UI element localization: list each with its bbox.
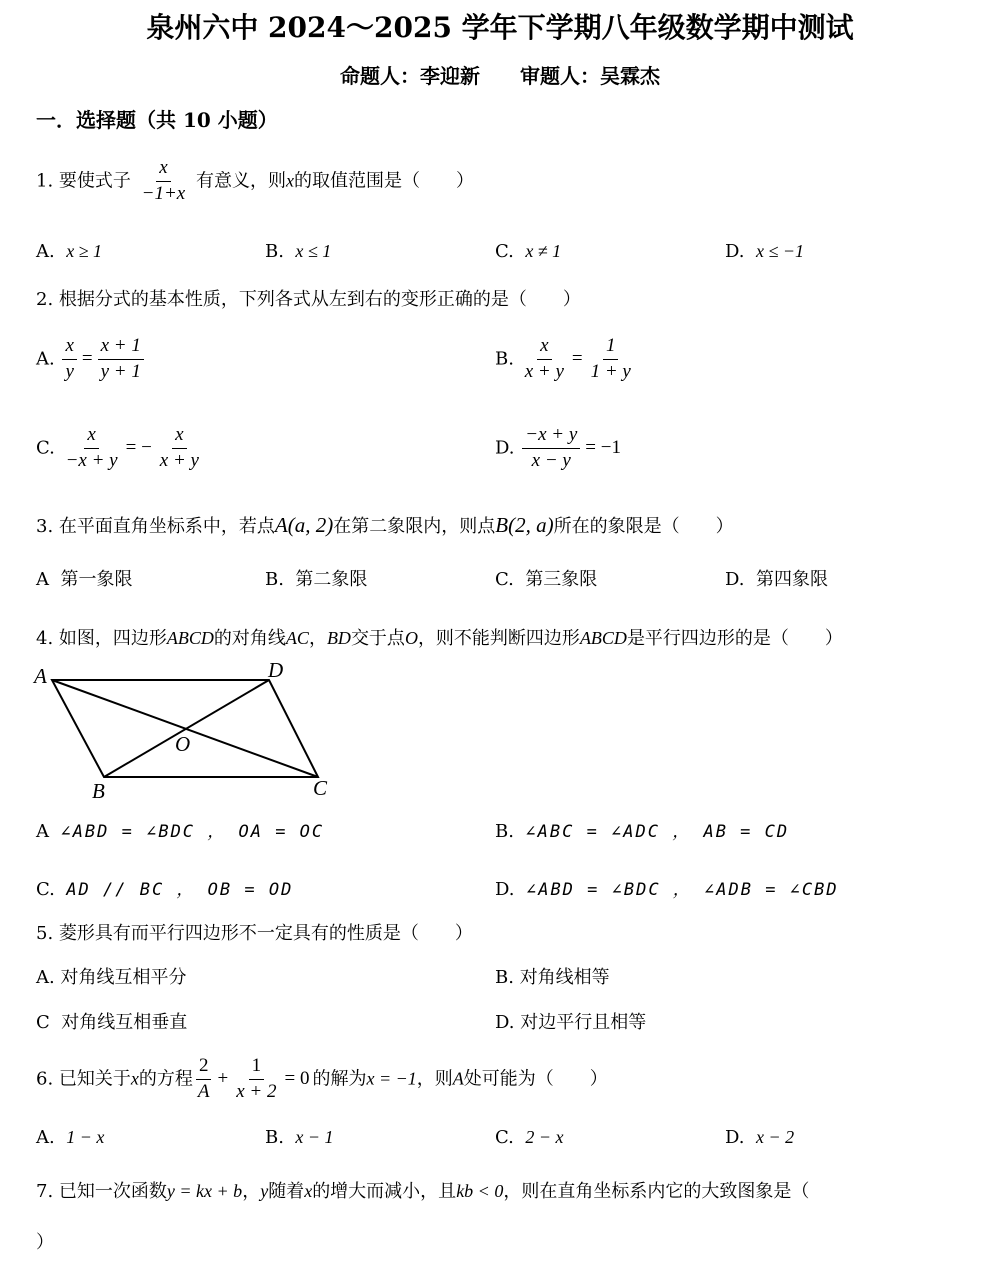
math-variable: x xyxy=(130,1068,139,1089)
fraction-denominator: x − y xyxy=(531,449,571,471)
option-expression: 2 − x xyxy=(525,1127,564,1147)
option-d xyxy=(495,425,624,472)
option-c xyxy=(36,1008,187,1034)
option-label: A. xyxy=(36,241,55,262)
option-text: 对角线互相平分 xyxy=(60,967,187,988)
question-text: 随着 xyxy=(268,1181,305,1202)
option-a xyxy=(36,241,102,262)
fraction xyxy=(157,425,202,472)
option-text: 对角线相等 xyxy=(519,967,610,988)
fraction xyxy=(62,336,76,383)
option-text: 对角线互相垂直 xyxy=(61,1012,188,1033)
question-6 xyxy=(36,1056,608,1103)
question-text: ，则 xyxy=(416,1068,453,1090)
fraction-denominator: x + y xyxy=(159,449,199,471)
option-c xyxy=(495,565,597,591)
math-variable: x xyxy=(304,1181,313,1201)
question-4 xyxy=(36,624,843,650)
plus-sign: + xyxy=(217,1068,229,1090)
question-text: 的方程 xyxy=(138,1068,193,1090)
fraction-denominator: x + y xyxy=(524,360,564,382)
fraction xyxy=(139,158,189,205)
question-text: 已知关于 xyxy=(58,1068,131,1090)
option-label: B. xyxy=(265,241,284,262)
option-text: 第四象限 xyxy=(755,569,828,590)
option-b xyxy=(265,565,367,591)
question-5 xyxy=(36,919,473,945)
option-c xyxy=(36,425,204,472)
option-label: C xyxy=(36,1012,50,1033)
option-text: 第二象限 xyxy=(295,569,368,590)
option-label: C. xyxy=(495,569,514,590)
question-number: 4. xyxy=(36,628,54,649)
question-text: 如图，四边形 xyxy=(58,628,167,649)
question-text: 根据分式的基本性质，下列各式从左到右的变形正确的是（ ） xyxy=(58,289,581,310)
option-expression: ∠ABD = ∠BDC ， OA = OC xyxy=(60,822,325,842)
option-label: C. xyxy=(36,437,55,459)
question-number: 1. xyxy=(36,170,54,192)
option-label: A. xyxy=(36,348,55,370)
option-label: C. xyxy=(36,879,55,900)
fraction xyxy=(522,336,567,383)
math-label: AC xyxy=(285,628,309,648)
fraction-numerator: 2 xyxy=(196,1056,212,1080)
option-expression: x ≥ 1 xyxy=(66,241,103,261)
fraction-denominator: y + 1 xyxy=(100,360,141,382)
question-3 xyxy=(36,512,734,538)
fraction-numerator: x xyxy=(172,425,186,449)
option-text: 对边平行且相等 xyxy=(520,1012,647,1033)
fraction-denominator: 1 + y xyxy=(590,360,631,382)
question-number: 3. xyxy=(36,516,54,537)
question-text: 所在的象限是（ ） xyxy=(553,516,734,537)
option-b xyxy=(495,817,789,842)
equals-sign: = −1 xyxy=(585,437,621,459)
fraction-numerator: x xyxy=(62,336,76,360)
question-text: 已知一次函数 xyxy=(58,1181,167,1202)
question-number: 6. xyxy=(36,1068,54,1090)
option-label: A. xyxy=(36,967,55,988)
question-number: 5. xyxy=(36,923,54,944)
option-label: B. xyxy=(495,967,514,988)
fraction-denominator: y xyxy=(65,360,74,382)
option-b xyxy=(495,963,610,989)
option-a xyxy=(36,1127,104,1148)
section-heading: 一．选择题（共 10 小题） xyxy=(36,108,278,132)
question-7-close-paren: ） xyxy=(36,1232,54,1253)
option-d xyxy=(495,875,839,900)
math-label: ABCD xyxy=(579,628,627,648)
option-c xyxy=(495,1127,563,1148)
point-b: B(2, a) xyxy=(495,513,554,537)
question-text: 菱形具有而平行四边形不一定具有的性质是（ ） xyxy=(58,923,473,944)
option-expression: ∠ABC = ∠ADC ， AB = CD xyxy=(525,822,790,842)
option-label: D. xyxy=(725,1127,745,1148)
question-number: 7. xyxy=(36,1181,54,1202)
equals-zero: = 0 xyxy=(284,1068,310,1090)
fraction xyxy=(195,1056,213,1103)
question-text: 在第二象限内，则点 xyxy=(333,516,496,537)
option-a xyxy=(36,963,186,989)
question-text: 处可能为（ ） xyxy=(463,1068,608,1090)
option-text: 第三象限 xyxy=(525,569,598,590)
option-d xyxy=(725,565,828,591)
option-label: D. xyxy=(495,1012,515,1033)
option-d xyxy=(495,1008,646,1034)
fraction-numerator: x xyxy=(84,425,98,449)
question-text: ， xyxy=(242,1181,261,1202)
fraction-denominator: −1+x xyxy=(141,182,186,204)
fraction-numerator: x xyxy=(156,158,170,182)
question-number: 2. xyxy=(36,289,54,310)
condition-expression: kb < 0 xyxy=(456,1181,504,1201)
option-label: A xyxy=(36,569,49,590)
fraction-denominator: x + 2 xyxy=(236,1080,277,1102)
vertex-label-c: C xyxy=(313,776,328,800)
option-expression: AD // BC ， OB = OD xyxy=(66,880,294,900)
option-expression: x ≤ −1 xyxy=(755,241,804,261)
fraction xyxy=(98,336,144,383)
option-b xyxy=(495,336,636,383)
vertex-label-a: A xyxy=(34,664,47,688)
question-2 xyxy=(36,285,581,311)
question-text: 的解为 xyxy=(312,1068,367,1090)
option-label: A xyxy=(36,821,49,842)
option-expression: ∠ABD = ∠BDC ， ∠ADB = ∠CBD xyxy=(525,880,839,900)
option-expression: x − 1 xyxy=(295,1127,334,1147)
vertex-label-d: D xyxy=(268,658,284,682)
option-label: A. xyxy=(36,1127,55,1148)
question-text: ，则在直角坐标系内它的大致图象是（ xyxy=(503,1181,810,1202)
diagonal-bd xyxy=(104,680,269,777)
fraction-numerator: 1 xyxy=(603,336,619,360)
option-c xyxy=(495,241,561,262)
math-variable: A xyxy=(452,1068,464,1089)
option-expression: x ≤ 1 xyxy=(295,241,332,261)
question-text: ，则不能判断四边形 xyxy=(417,628,580,649)
question-text: 在平面直角坐标系中，若点 xyxy=(58,516,275,537)
option-label: D. xyxy=(725,241,745,262)
question-1 xyxy=(36,158,474,205)
math-variable: y xyxy=(260,1181,269,1201)
fraction-denominator: −x + y xyxy=(65,449,118,471)
option-a xyxy=(36,336,146,383)
option-label: C. xyxy=(495,241,514,262)
question-7 xyxy=(36,1177,809,1203)
question-text: 的取值范围是（ ） xyxy=(293,170,474,192)
fraction-numerator: x xyxy=(537,336,551,360)
option-label: D. xyxy=(495,437,515,459)
equals-sign: = − xyxy=(125,437,152,459)
question-text: 要使式子 xyxy=(58,170,131,192)
math-label: BD xyxy=(326,628,351,648)
authors-line: 命题人：李迎新 审题人：吴霖杰 xyxy=(340,64,660,88)
math-variable: x xyxy=(285,170,294,191)
question-text: 的对角线 xyxy=(213,628,286,649)
option-c xyxy=(36,875,293,900)
option-label: B. xyxy=(495,821,514,842)
option-d xyxy=(725,241,804,262)
option-expression: x − 2 xyxy=(755,1127,795,1147)
option-expression: 1 − x xyxy=(66,1127,105,1147)
vertex-label-b: B xyxy=(92,779,105,803)
option-label: B. xyxy=(495,348,514,370)
math-label: O xyxy=(404,628,418,648)
fraction xyxy=(63,425,121,472)
option-text: 第一象限 xyxy=(60,569,133,590)
question-text: 的增大而减小，且 xyxy=(312,1181,457,1202)
option-a xyxy=(36,817,324,842)
fraction-numerator: −x + y xyxy=(522,425,580,449)
option-d xyxy=(725,1127,794,1148)
parallelogram-figure xyxy=(28,655,348,805)
function-expression: y = kx + b xyxy=(166,1181,243,1201)
center-label-o: O xyxy=(175,732,191,756)
fraction-numerator: 1 xyxy=(249,1056,265,1080)
fraction xyxy=(233,1056,279,1103)
solution-expression: x = −1 xyxy=(366,1068,417,1089)
option-label: C. xyxy=(495,1127,514,1148)
option-b xyxy=(265,241,331,262)
option-label: B. xyxy=(265,1127,284,1148)
page-title: 泉州六中 2024～2025 学年下学期八年级数学期中测试 xyxy=(146,11,854,44)
fraction xyxy=(522,425,580,472)
option-expression: x ≠ 1 xyxy=(525,241,562,261)
option-a xyxy=(36,565,132,591)
math-label: ABCD xyxy=(166,628,214,648)
equals-sign: = xyxy=(81,348,93,370)
question-text: 有意义，则 xyxy=(195,170,286,192)
question-text: ， xyxy=(308,628,327,649)
question-text: 是平行四边形的是（ ） xyxy=(626,628,843,649)
option-label: D. xyxy=(725,569,745,590)
fraction xyxy=(588,336,634,383)
equals-sign: = xyxy=(571,348,583,370)
option-label: D. xyxy=(495,879,515,900)
fraction-numerator: x + 1 xyxy=(98,336,144,360)
option-b xyxy=(265,1127,334,1148)
option-label: B. xyxy=(265,569,284,590)
point-a: A(a, 2) xyxy=(274,513,334,537)
question-text: 交于点 xyxy=(350,628,405,649)
fraction-denominator: A xyxy=(197,1080,210,1102)
